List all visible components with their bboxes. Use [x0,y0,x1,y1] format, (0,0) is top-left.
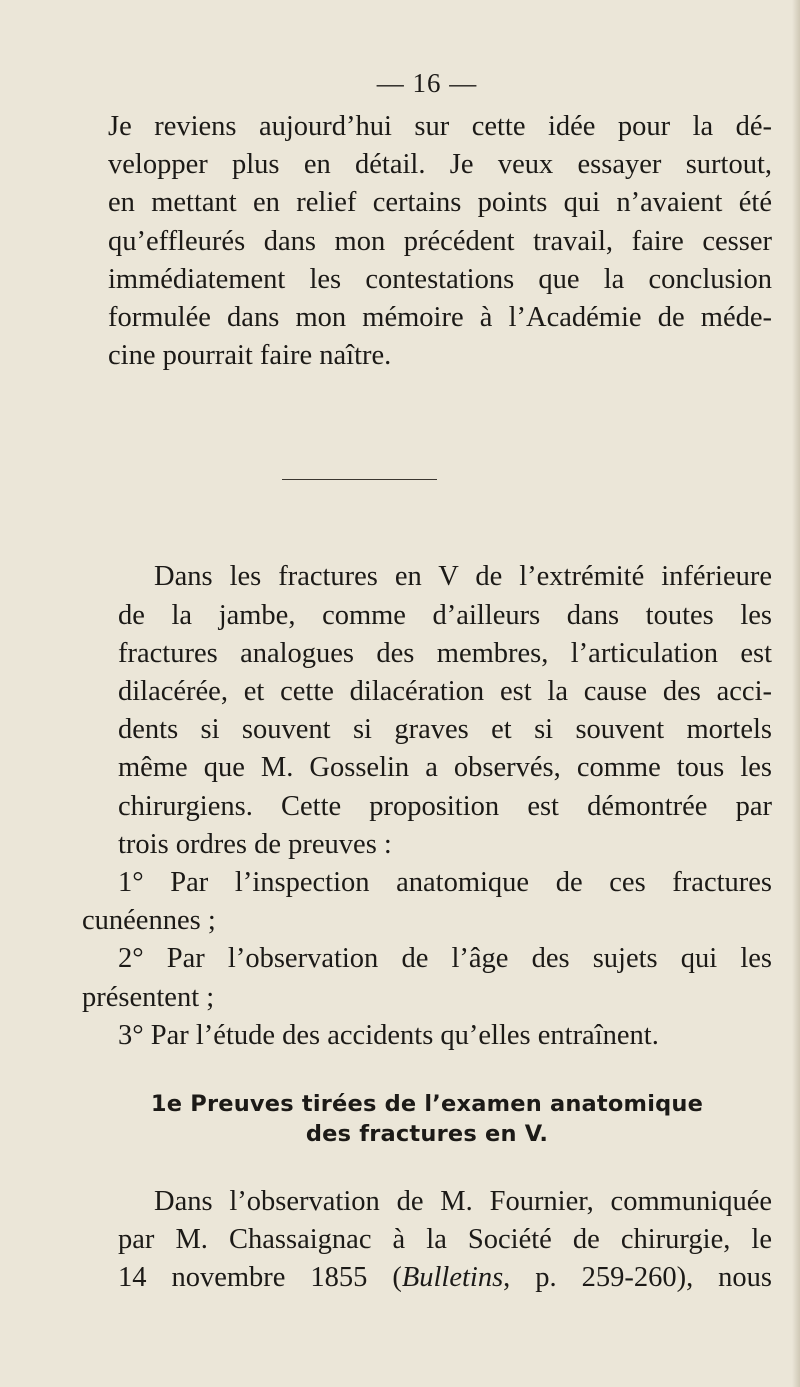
text-line: Dans les fractures en V de l’extrémité inférieure [154,561,772,593]
list-item-2-continuation: présentent ; [82,981,215,1013]
text-line: qu’effleurés dans mon précédent travail, faire cesser [108,225,772,257]
list-item-1: 1° Par l’inspection anatomique de ces fractures [118,867,772,899]
text-line: en mettant en relief certains points qui n’avaient été [108,187,772,219]
list-item-2: 2° Par l’observation de l’âge des sujets qui les [118,943,772,975]
list-proofs [82,864,772,1055]
section-heading-line-1: 1e Preuves tirées de l’examen anatomique [150,1091,704,1118]
text-line: immédiatement les contestations que la conclusion [108,263,772,295]
text-line: formulée dans mon mémoire à l’Académie de méde- [108,302,772,334]
paragraph-fractures [82,558,772,864]
text-line: fractures analogues des membres, l’articulation est [118,637,772,669]
text-line: velopper plus en détail. Je veux essayer surtout, [108,149,772,181]
text-line: dilacérée, et cette dilacération est la cause des acci- [118,676,772,708]
text-line: dents si souvent si graves et si souvent mortels [118,714,772,746]
text-line: Dans l’observation de M. Fournier, communiquée [154,1186,772,1218]
paragraph-intro [82,108,772,375]
book-page [82,66,772,1298]
section-divider [282,479,437,480]
page-number: — 16 — [376,68,478,98]
section-heading-line-2: des fractures en V. [305,1121,549,1148]
page-edge-shadow [792,0,800,1387]
text-line: trois ordres de preuves : [118,828,392,860]
text-line [82,1259,772,1297]
citation-title: Bulletins [401,1262,504,1294]
text-line: par M. Chassaignac à la Société de chirurgie, le [118,1224,772,1256]
text-fragment: , p. 259-260), nous [503,1262,773,1294]
text-line: même que M. Gosselin a observés, comme tous les [118,752,772,784]
text-line: chirurgiens. Cette proposition est démontrée par [118,790,772,822]
paragraph-observation [82,1183,772,1298]
text-line: Je reviens aujourd’hui sur cette idée pour la dé- [108,111,772,142]
list-item-1-continuation: cunéennes ; [82,905,216,937]
section-heading [82,1089,772,1149]
text-line: de la jambe, comme d’ailleurs dans toutes les [118,599,772,631]
text-fragment: 14 novembre 1855 ( [118,1262,402,1294]
list-item-3: 3° Par l’étude des accidents qu’elles entraînent. [118,1019,659,1051]
text-line: cine pourrait faire naître. [108,340,392,372]
